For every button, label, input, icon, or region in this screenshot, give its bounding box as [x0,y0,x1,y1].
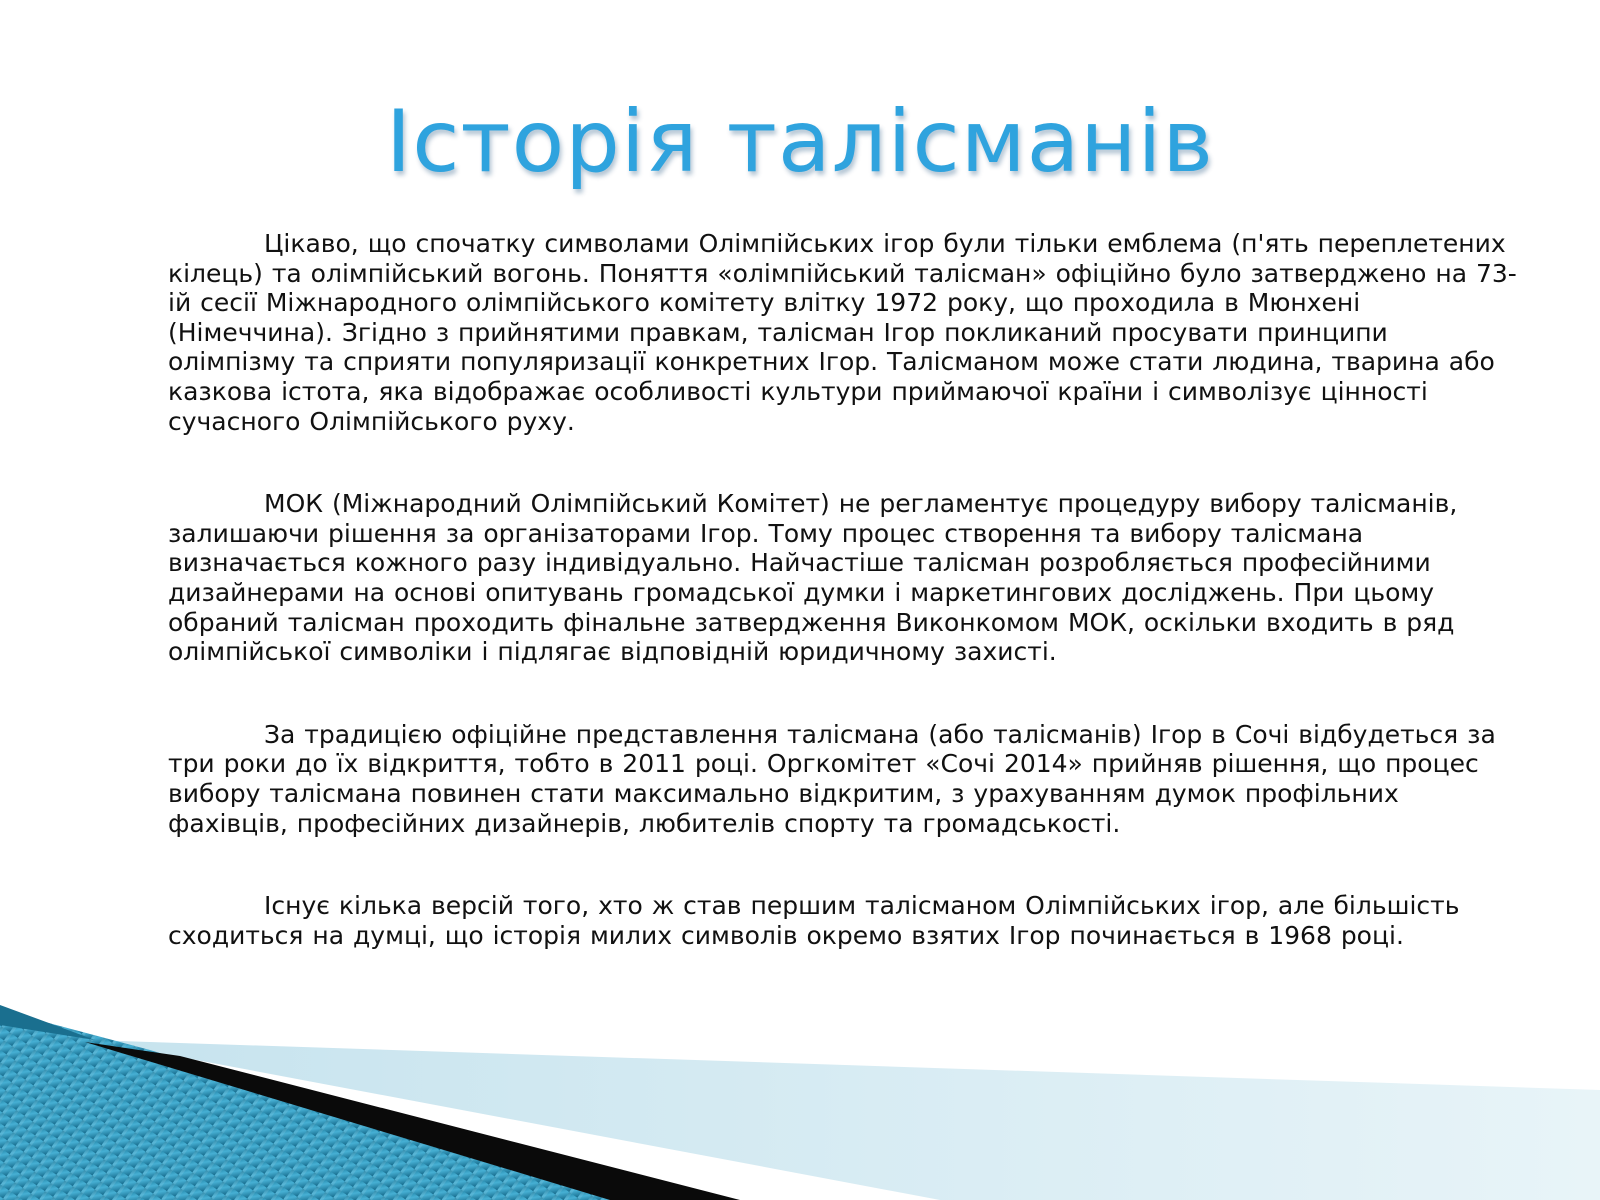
paragraph-1: Цікаво, що спочатку символами Олімпійських ігор були тільки емблема (п'ять переплетених кілець) та олімпійський вогонь. Поняття «олімпійський талісман» офіційно було затверджено на 73-ій сесії Міжнародного олімпійського комітету влітку 1972 року, що проходила в Мюнхені (Німеччина). Згідно з прийнятими правкам, талісман Ігор покликаний просувати принципи олімпізму та сприяти популяризації конкретних Ігор. Талісманом може стати людина, тварина або казкова істота, яка відображає особливості культури приймаючої країни і символізує цінності сучасного Олімпійського руху. [168,229,1517,436]
paragraph-2: МОК (Міжнародний Олімпійський Комітет) не регламентує процедуру вибору талісманів, залишаючи рішення за організаторами Ігор. Тому процес створення та вибору талісмана визначається кожного разу індивідуально. Найчастіше талісман розробляється професійними дизайнерами на основі опитувань громадської думки і маркетингових досліджень. При цьому обраний талісман проходить фінальне затвердження Виконкомом МОК, оскільки входить в ряд олімпійської символіки і підлягає відповідній юридичному захисті. [168,489,1458,667]
body-text [168,229,1520,950]
slide-title: Історія талісманів [385,92,1215,192]
paragraph-3: За традицією офіційне представлення талісмана (або талісманів) Ігор в Сочі відбудеться за три роки до їх відкриття, тобто в 2011 році. Оргкомітет «Сочі 2014» прийняв рішення, що процес вибору талісмана повинен стати максимально відкритим, з урахуванням думок профільних фахівців, професійних дизайнерів, любителів спорту та громадськості. [168,719,1496,838]
paragraph-4: Існує кілька версій того, хто ж став першим талісманом Олімпійських ігор, але більшість сходиться на думці, що історія милих символів окремо взятих Ігор починається в 1968 році. [168,891,1460,950]
